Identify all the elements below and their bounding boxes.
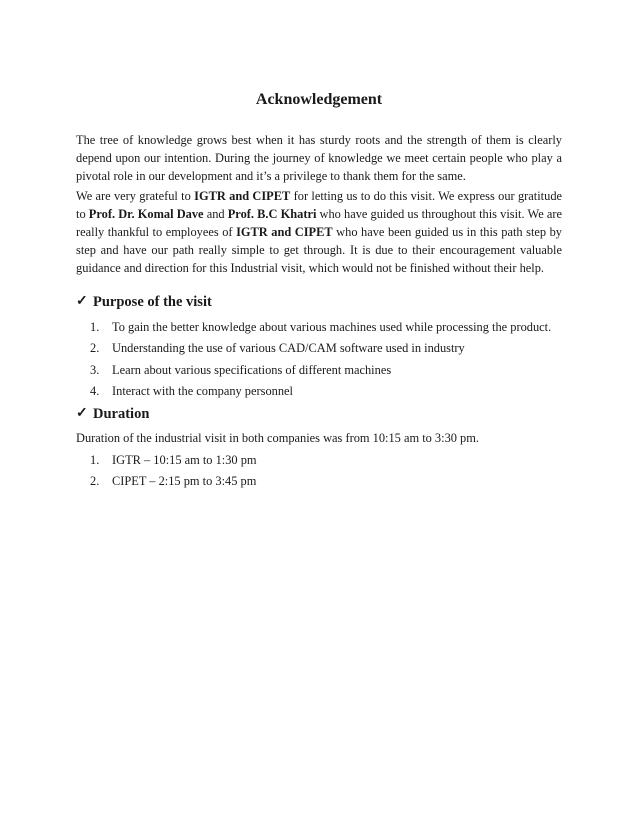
list-number: 1.	[90, 320, 100, 334]
purpose-heading	[76, 293, 212, 311]
list-item	[90, 339, 551, 360]
list-number: 1.	[90, 453, 100, 467]
gratitude-text-1: We are very grateful to	[76, 189, 195, 203]
list-number: 4.	[90, 383, 100, 398]
list-item	[90, 472, 257, 493]
checkmark-icon: ✓	[76, 406, 88, 421]
list-item	[90, 361, 551, 382]
duration-heading	[76, 405, 149, 423]
page-title: Acknowledgement	[255, 91, 383, 108]
duration-heading-text: Duration	[93, 406, 150, 422]
list-item-text: Learn about various specifications of different machines	[112, 362, 392, 377]
list-number: 2.	[90, 474, 100, 489]
list-item	[90, 382, 551, 403]
checkmark-icon: ✓	[76, 294, 88, 309]
list-item	[90, 318, 551, 339]
intro-paragraph: The tree of knowledge grows best when it has sturdy roots and the strength of them is clearly depend upon our intention. During the journey of knowledge we meet certain people who play a pivotal role in our development and it’s a privilege to thank them for the same.	[76, 133, 562, 183]
list-item-text: Understanding the use of various CAD/CAM software used in industry	[112, 341, 465, 356]
gratitude-text-2: for letting us to do this visit. We express our gratitude to	[76, 189, 563, 221]
list-number: 2.	[90, 341, 100, 356]
list-item-text: Interact with the company personnel	[112, 383, 293, 398]
duration-text: Duration of the industrial visit in both companies was from 10:15 am to 3:30 pm.	[76, 431, 479, 445]
list-item-text: To gain the better knowledge about various machines used while processing the product.	[112, 320, 552, 334]
gratitude-text-3: and	[203, 207, 228, 221]
purpose-list	[90, 318, 551, 403]
gratitude-bold-1: IGTR and CIPET	[194, 189, 291, 203]
gratitude-bold-4: IGTR and CIPET	[236, 225, 333, 239]
list-item-text: CIPET – 2:15 pm to 3:45 pm	[112, 474, 257, 489]
gratitude-text-4: who have guided us throughout this visit. We are really thankful to employees of	[76, 207, 562, 239]
purpose-heading-text: Purpose of the visit	[93, 294, 212, 310]
list-item-text: IGTR – 10:15 am to 1:30 pm	[112, 453, 257, 467]
gratitude-bold-2: Prof. Dr. Komal Dave	[88, 207, 204, 221]
list-item	[90, 451, 257, 472]
duration-list	[90, 451, 257, 494]
list-number: 3.	[90, 362, 100, 377]
gratitude-bold-3: Prof. B.C Khatri	[227, 207, 317, 221]
gratitude-paragraph	[76, 187, 562, 277]
gratitude-text-5: who have been guided us in this path step by step and have our path really simple to get through. It is due to their encouragement valuable guidance and direction for this Industrial visit, which would not be finished without their help.	[76, 225, 562, 275]
